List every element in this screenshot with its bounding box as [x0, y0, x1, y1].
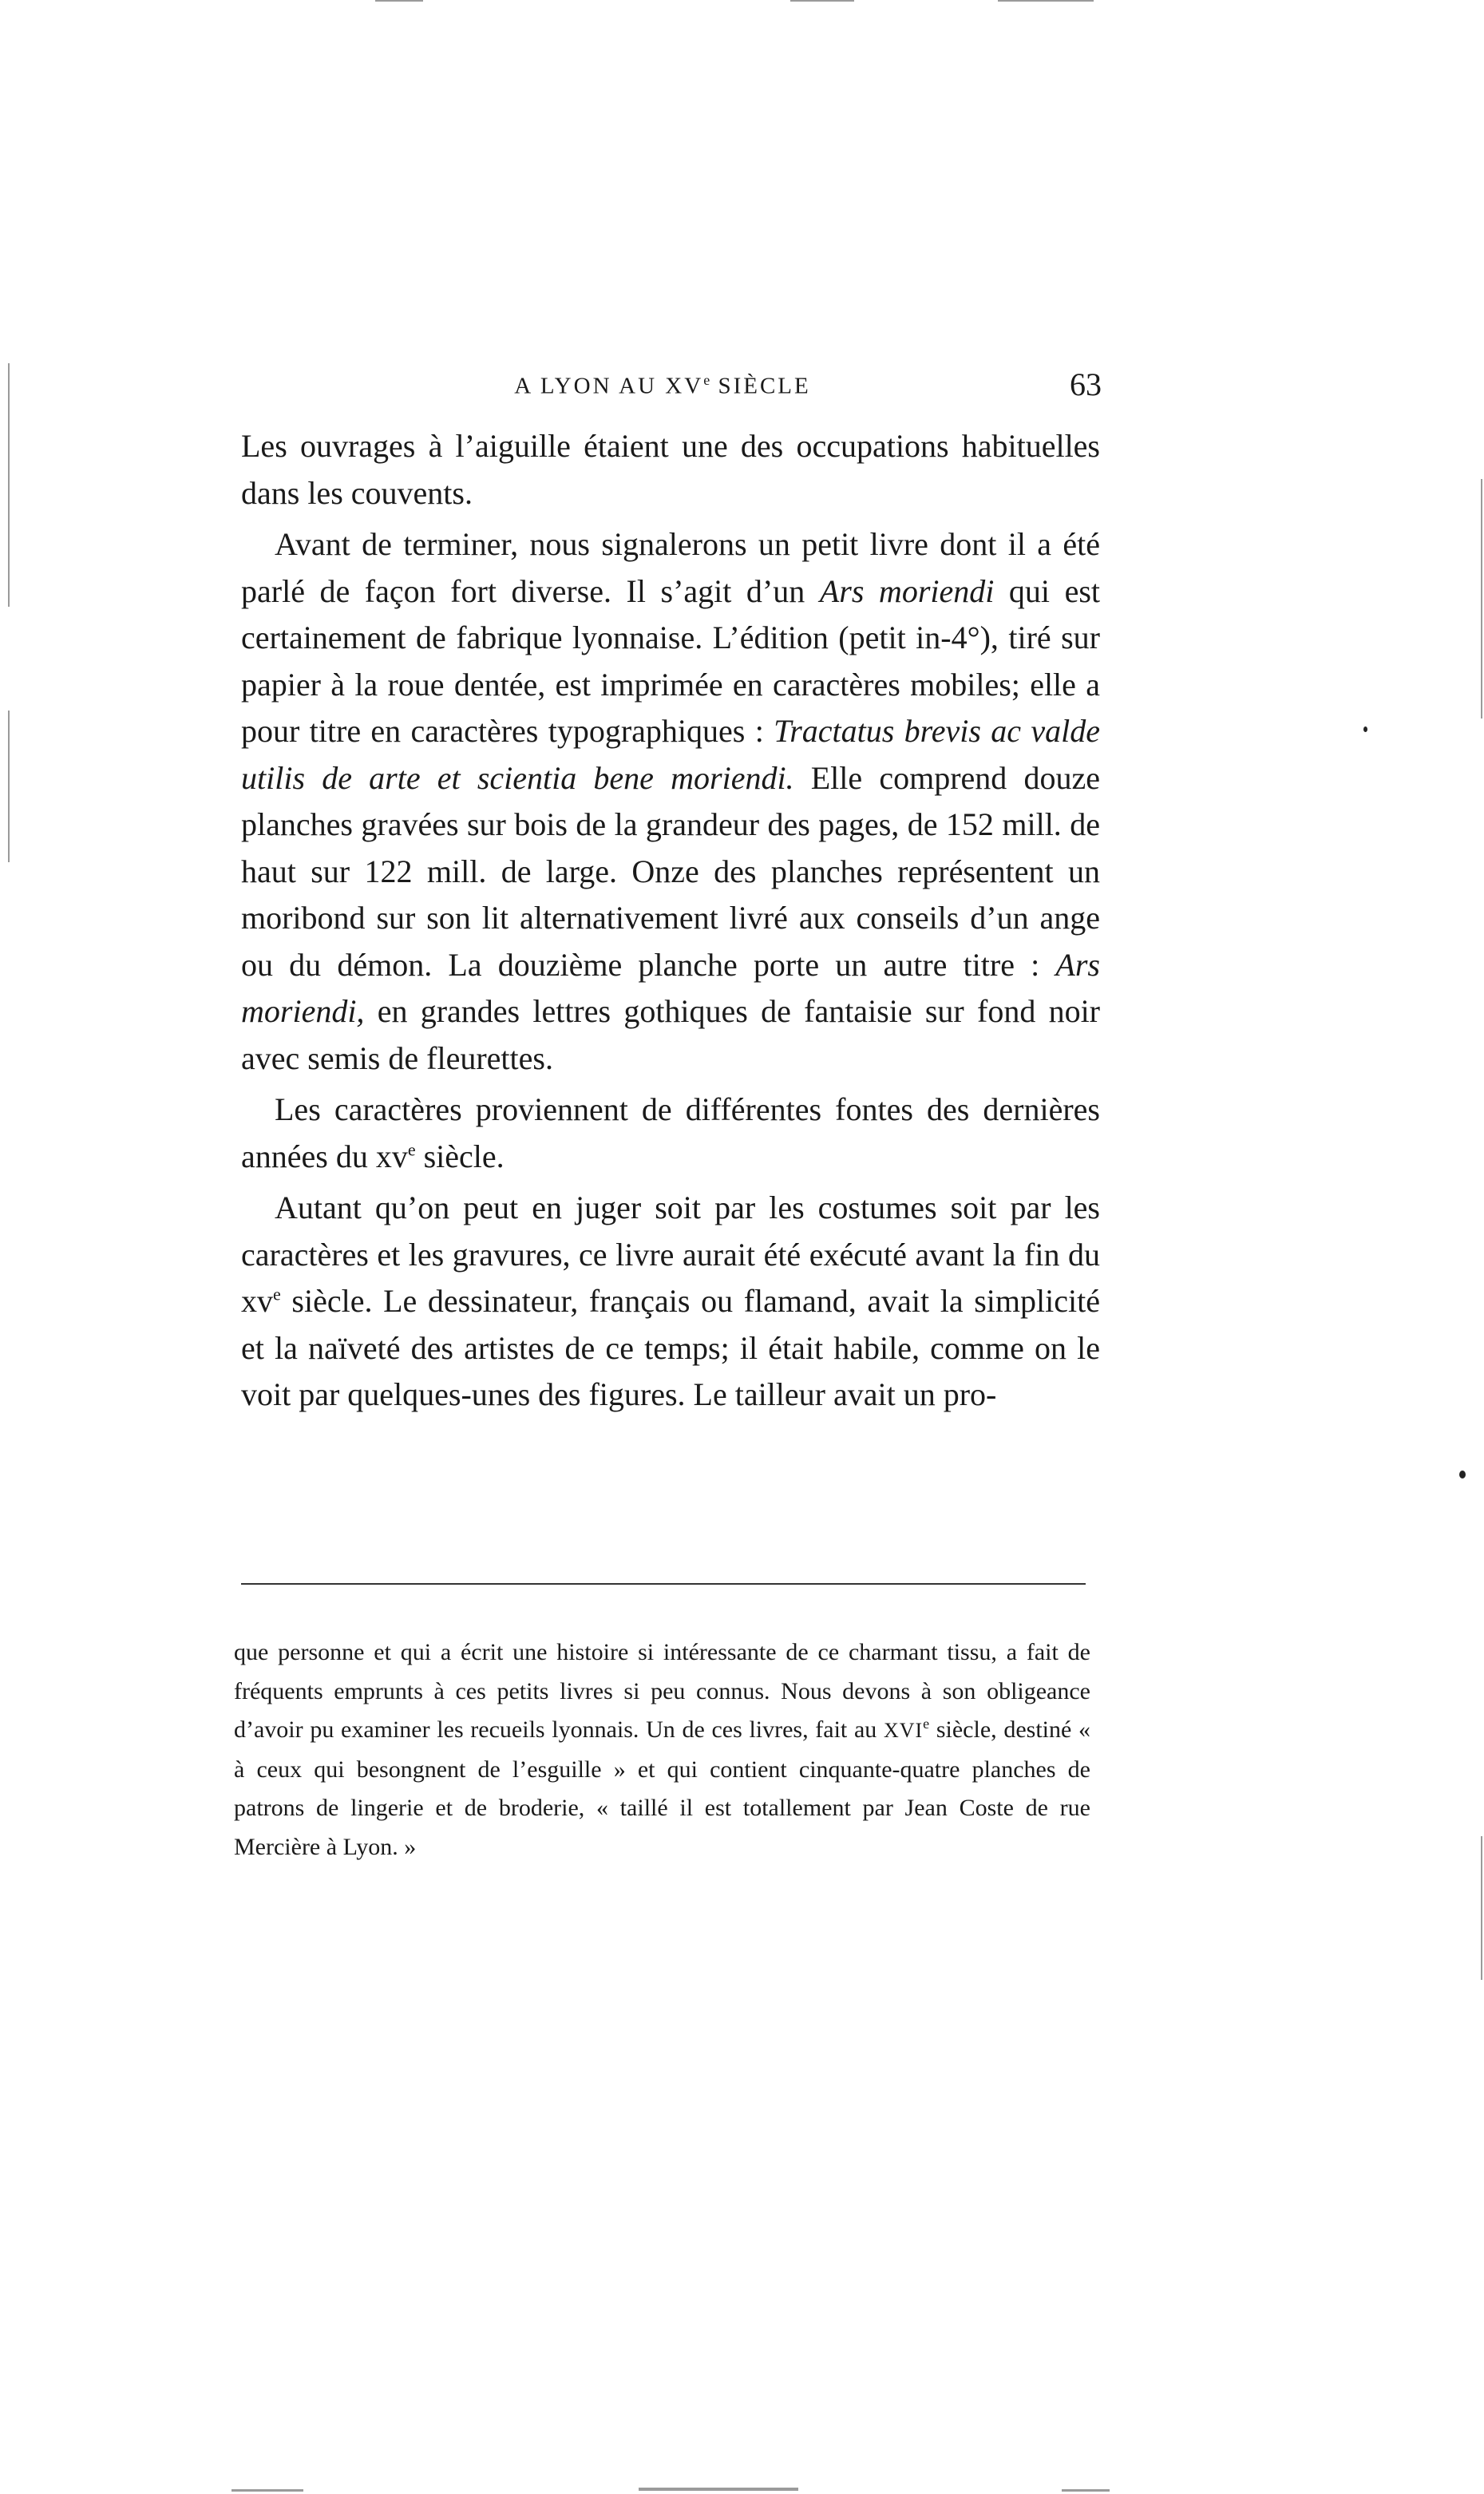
footnote-text: que personne et qui a écrit une histoire si intéressante de ce charmant tissu, a fait de fréquents emprunts à ces petits livres si peu connus. Nous devons à son obligeance d’avoir pu examiner les recueils lyonnais. Un de ces livres, fait au XVIe siècle, destiné « à ceux qui besongnent de l’esguille » et qui contient cinquante-quatre planches de patrons de lingerie et de broderie, « taillé il est totallement par Jean Coste de rue Mercière à Lyon. » — [234, 1639, 1090, 1860]
footnote-rule — [241, 1583, 1086, 1585]
scan-bottom-mark — [1062, 2489, 1110, 2492]
scan-top-mark — [998, 0, 1094, 2]
page-number: 63 — [1070, 366, 1102, 402]
margin-dot — [1363, 726, 1367, 732]
paragraph: Les caractères proviennent de différentes fontes des dernières années du $xv^e$ siècle. — [241, 1091, 1100, 1174]
paragraph: Autant qu’on peut en juger soit par les costumes soit par les caractères et les gravures, ce livre aurait été exécuté avant la fin du $xv^e$ siècle. Le dessinateur, français ou flamand, avait la simplicité et la naïveté des artistes de ce temps; il était habile, comme on le voit par quelques-unes des figures. Le tailleur avait un pro- — [241, 1190, 1100, 1412]
page-header — [239, 361, 1102, 409]
scan-top-mark — [375, 0, 423, 2]
scan-bottom-mark — [232, 2489, 303, 2492]
scan-edge-mark — [8, 711, 10, 862]
scan-edge-mark — [8, 363, 10, 607]
book-title: Ars moriendi, — [241, 946, 1100, 1029]
paragraph: Les ouvrages à l’aiguille étaient une des occupations habituelles dans les couvents. — [241, 428, 1100, 511]
margin-dot — [1459, 1471, 1466, 1479]
scan-edge-mark — [1481, 479, 1482, 719]
book-title: Ars moriendi — [819, 572, 995, 609]
body-text — [241, 423, 1100, 1419]
scan-bottom-mark — [639, 2488, 798, 2491]
running-head: A LYON AU XVe SIÈCLE — [514, 372, 811, 399]
scan-edge-mark — [1481, 1836, 1482, 1980]
footnote — [234, 1633, 1090, 1867]
paragraph: Avant de terminer, nous signalerons un petit livre dont il a été parlé de façon fort diverse. Il s’agit d’un Ars moriendi qui est certainement de fabrique lyonnaise. L’édition (petit in-4°), tiré sur papier à la roue dentée, est imprimée en caractères mobiles; elle a pour titre en caractères typographiques : Tractatus brevis ac valde utilis de arte et scientia bene moriendi. Elle comprend douze planches gravées sur bois de la grandeur des pages, de 152 mill. de haut sur 122 mill. de large. Onze des planches représentent un moribond sur son lit alternativement livré aux conseils d’un ange ou du démon. La douzième planche porte un autre titre : Ars moriendi, en grandes lettres gothiques de fantaisie sur fond noir avec semis de fleurettes. — [241, 526, 1101, 1076]
scan-top-mark — [790, 0, 854, 2]
book-title: Tractatus brevis ac valde utilis de arte et scientia bene moriendi. — [241, 713, 1100, 796]
